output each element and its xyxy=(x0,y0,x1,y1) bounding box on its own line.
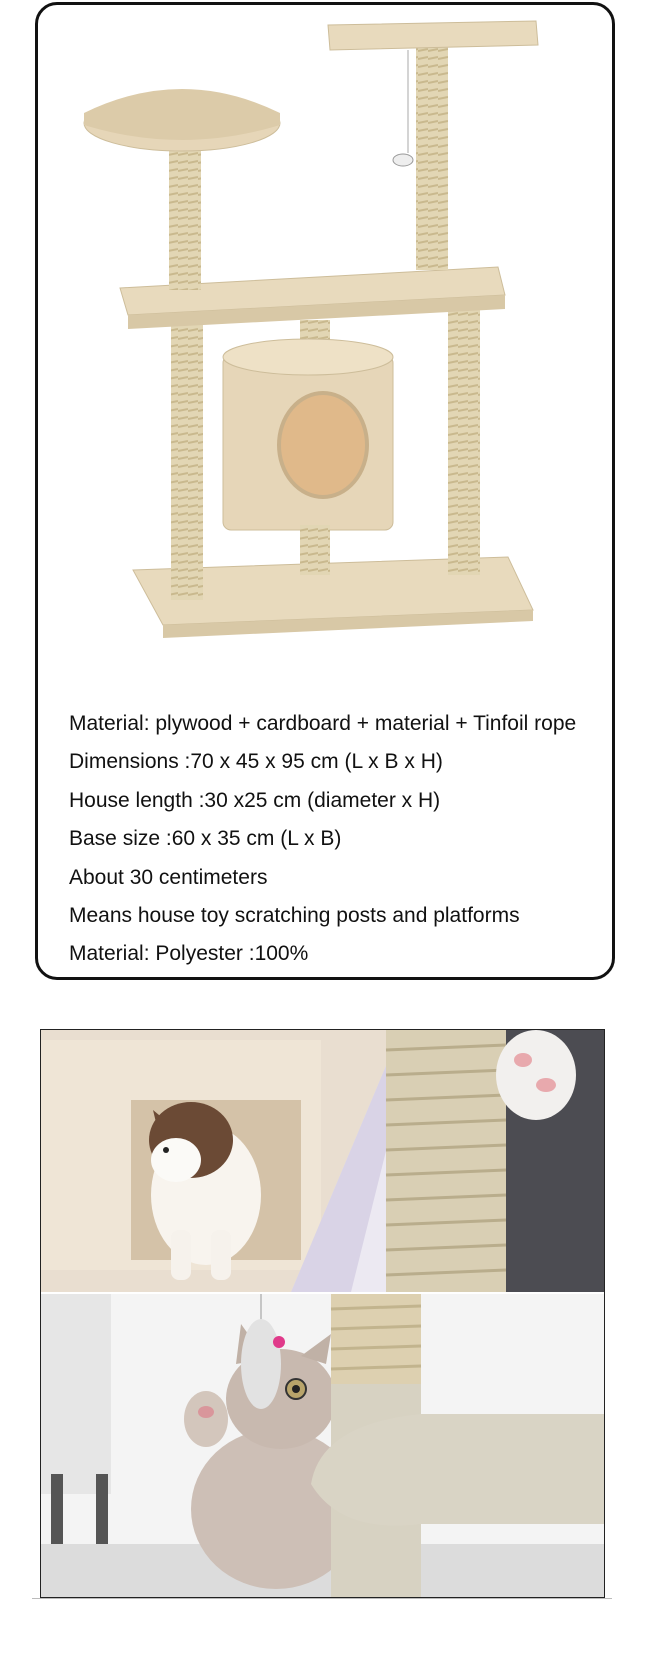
spec-material: Material: plywood + cardboard + material + Tinfoil rope xyxy=(69,712,577,735)
cat-in-house-photo xyxy=(41,1030,604,1292)
spec-house-length: House length :30 x25 cm (diameter x H) xyxy=(69,788,441,812)
cat-tree-image xyxy=(38,5,612,665)
spec-contents: Means house toy scratching posts and platforms xyxy=(69,903,520,927)
spec-dimensions: Dimensions :70 x 45 x 95 cm (L x B x H) xyxy=(69,750,443,774)
spec-about: About 30 centimeters xyxy=(69,865,268,889)
spec-base-size: Base size :60 x 35 cm (L x B) xyxy=(69,827,342,851)
spec-list xyxy=(69,705,576,974)
bottom-divider xyxy=(32,1598,612,1599)
photo-collage xyxy=(40,1029,605,1598)
product-card xyxy=(35,2,615,980)
spec-fabric: Material: Polyester :100% xyxy=(69,942,309,966)
cat-playing-photo xyxy=(41,1294,604,1597)
